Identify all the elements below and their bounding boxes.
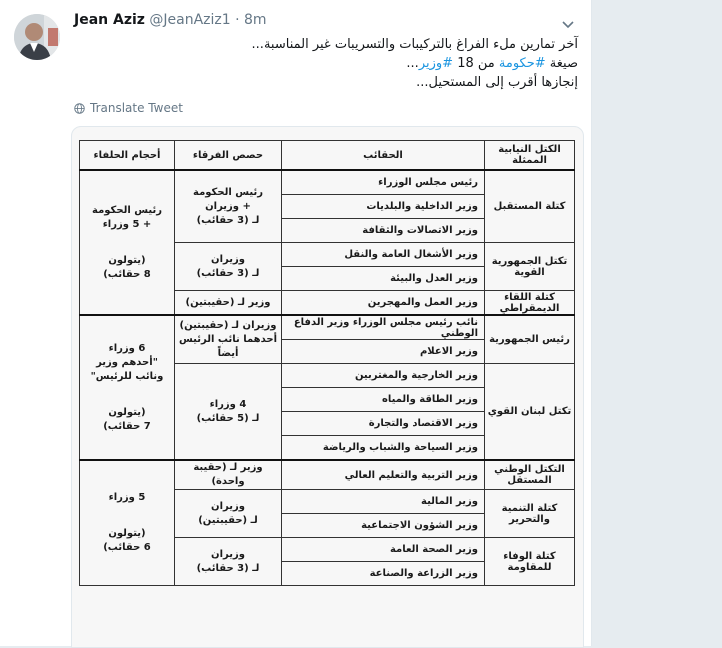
ministry-cell: نائب رئيس مجلس الوزراء وزير الدفاع الوطني	[282, 315, 485, 340]
bloc-name: كتلة الوفاء للمقاومة	[485, 538, 575, 586]
tweet-text-prefix: صيغة	[545, 56, 578, 71]
share-line: 4 وزراء	[209, 398, 247, 410]
globe-icon	[74, 103, 85, 114]
allies-cell	[80, 315, 175, 460]
share-line: وزيران	[211, 500, 245, 512]
share-line: لـ (حقيبتين)	[198, 514, 258, 526]
allies-line: 6 حقائب)	[103, 542, 151, 553]
tweet-text-line-1: آخر تمارين ملء الفراغ بالتركيبات والتسريبات غير المناسبة...	[251, 37, 578, 52]
ministry-cell: وزير الأشغال العامة والنقل	[282, 243, 485, 267]
ministry-cell: وزير المالية	[282, 490, 485, 514]
ministry-cell: وزير الشؤون الاجتماعية	[282, 514, 485, 538]
bloc-name: رئيس الجمهورية	[485, 315, 575, 364]
header-ministries: الحقائب	[282, 141, 485, 171]
tweet-text-ellipsis: ...	[406, 56, 419, 71]
allies-line: 7 حقائب)	[103, 420, 151, 432]
allies-line: (يتولون	[108, 528, 146, 539]
author-handle[interactable]: @JeanAziz1	[149, 12, 231, 28]
allies-cell	[80, 170, 175, 315]
share-cell	[175, 490, 282, 538]
tweet-text-mid: من 18	[453, 56, 499, 71]
ministry-cell: وزير الاعلام	[282, 340, 485, 364]
avatar[interactable]	[14, 14, 60, 60]
bloc-name: تكتل لبنان القوي	[485, 364, 575, 461]
tweet-text-line-3: إنجازها أقرب إلى المستحيل...	[416, 75, 578, 90]
profile-photo-icon	[14, 14, 60, 60]
header-shares: حصص الفرقاء	[175, 141, 282, 171]
allies-line: (يتولون	[108, 406, 146, 418]
share-line: وزيران لـ (حقيبتين)	[179, 319, 277, 331]
ministry-cell: وزير الاقتصاد والتجارة	[282, 412, 485, 436]
bloc-name: كتلة اللقاء الديمقراطي	[485, 291, 575, 316]
share-line: وزيران	[211, 253, 245, 265]
allies-line: "أحدهم وزير	[96, 356, 158, 368]
ministry-cell: وزير الداخلية والبلديات	[282, 195, 485, 219]
bloc-name: كتلة التنمية والتحرير	[485, 490, 575, 538]
ministry-cell: وزير الطاقة والمياه	[282, 388, 485, 412]
allies-cell	[80, 460, 175, 586]
ministry-cell: رئيس مجلس الوزراء	[282, 170, 485, 195]
allies-spacer	[82, 384, 172, 406]
share-line: رئيس الحكومة	[193, 186, 263, 198]
share-cell	[175, 243, 282, 291]
separator-dot: ·	[235, 12, 240, 28]
ministry-cell: وزير السياحة والشباب والرياضة	[282, 436, 485, 461]
header-blocs: الكتل النيابية الممثلة	[485, 141, 575, 171]
share-cell	[175, 315, 282, 364]
chevron-down-icon[interactable]	[562, 18, 574, 30]
hashtag-minister[interactable]: #وزير	[418, 56, 454, 71]
allies-spacer	[82, 232, 172, 254]
ministry-cell: وزير الاتصالات والثقافة	[282, 219, 485, 243]
allies-line: (يتولون	[108, 254, 146, 266]
allies-spacer	[82, 505, 172, 527]
share-line: وزيران	[211, 548, 245, 560]
tweet-header	[74, 12, 267, 28]
share-cell	[175, 364, 282, 461]
ministry-cell: وزير العمل والمهجرين	[282, 291, 485, 316]
ministry-cell: وزير التربية والتعليم العالي	[282, 460, 485, 490]
header-allies: أحجام الحلفاء	[80, 141, 175, 171]
ministry-cell: وزير الخارجية والمغتربين	[282, 364, 485, 388]
allies-line: + 5 وزراء	[102, 218, 152, 230]
bloc-name: كتلة المستقبل	[485, 170, 575, 243]
allies-line: 5 وزراء	[108, 492, 146, 503]
allies-line: 8 حقائب)	[103, 268, 151, 280]
ministry-cell: وزير الزراعة والصناعة	[282, 562, 485, 586]
ministry-cell: وزير الصحة العامة	[282, 538, 485, 562]
allies-line: 6 وزراء	[108, 342, 146, 354]
hashtag-government[interactable]: #حكومة	[498, 56, 546, 71]
tweet-image[interactable]	[71, 126, 584, 648]
share-cell	[175, 170, 282, 243]
ministry-cell: وزير العدل والبيئة	[282, 267, 485, 291]
share-cell: وزير لـ (حقيبتين)	[175, 291, 282, 316]
translate-label: Translate Tweet	[90, 101, 183, 115]
share-line: لـ (3 حقائب)	[196, 214, 260, 226]
share-line: لـ (5 حقائب)	[196, 412, 260, 424]
share-cell: وزير لـ (حقيبة واحدة)	[175, 460, 282, 490]
tweet-text-line-2	[78, 54, 578, 73]
translate-tweet-link[interactable]	[74, 101, 183, 115]
cabinet-table	[79, 140, 575, 586]
share-line: لـ (3 حقائب)	[196, 562, 260, 574]
share-line: لـ (3 حقائب)	[196, 267, 260, 279]
share-line: + وزيران	[205, 200, 251, 212]
allies-line: رئيس الحكومة	[92, 204, 162, 216]
bloc-name: تكتل الجمهورية القوية	[485, 243, 575, 291]
author-name[interactable]: Jean Aziz	[74, 12, 145, 28]
share-cell	[175, 538, 282, 586]
bloc-name: التكتل الوطني المستقل	[485, 460, 575, 490]
timestamp[interactable]: 8m	[244, 12, 267, 28]
allies-line: ونائب للرئيس"	[90, 370, 164, 382]
share-line: أحدهما نائب الرئيس أيضاً	[179, 333, 277, 359]
